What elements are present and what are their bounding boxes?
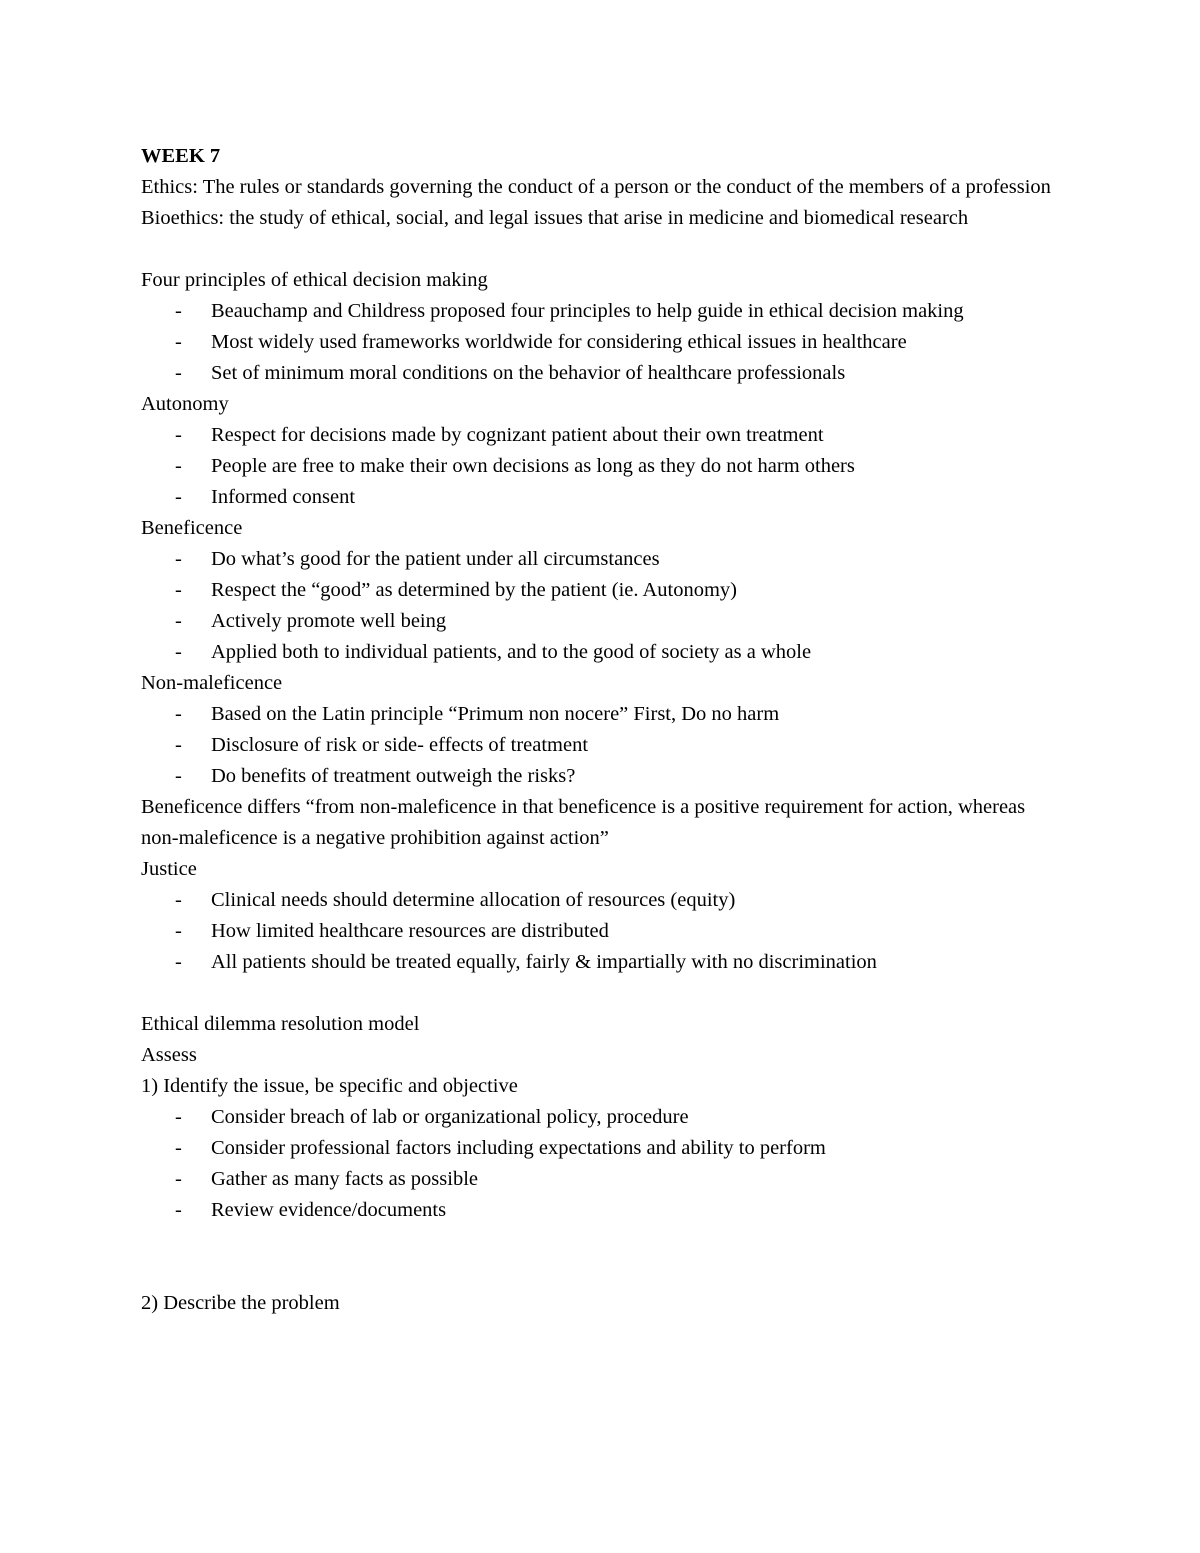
list-item: - People are free to make their own decisions as long as they do not harm others — [141, 451, 1061, 482]
dash-bullet: - — [175, 1106, 182, 1128]
list-item: - Beauchamp and Childress proposed four principles to help guide in ethical decision making — [141, 296, 1061, 327]
step-1-list — [141, 1102, 1061, 1226]
list-item: - Based on the Latin principle “Primum non nocere” First, Do no harm — [141, 699, 1061, 730]
list-item: - Informed consent — [141, 482, 1061, 513]
list-item: - Consider breach of lab or organizational policy, procedure — [141, 1102, 1061, 1133]
list-item: - Set of minimum moral conditions on the behavior of healthcare professionals — [141, 358, 1061, 389]
justice-list — [141, 885, 1061, 978]
dash-bullet: - — [175, 548, 182, 570]
dash-bullet: - — [175, 579, 182, 601]
dash-bullet: - — [175, 1199, 182, 1221]
dash-bullet: - — [175, 1137, 182, 1159]
dash-bullet: - — [175, 1168, 182, 1190]
spacer — [141, 234, 1061, 265]
bioethics-definition: Bioethics: the study of ethical, social, and legal issues that arise in medicine and biomedical research — [141, 207, 969, 229]
list-item: - Applied both to individual patients, and to the good of society as a whole — [141, 637, 1061, 668]
list-item: - All patients should be treated equally, fairly & impartially with no discrimination — [141, 947, 1061, 978]
list-item: - Do what’s good for the patient under all circumstances — [141, 544, 1061, 575]
page-title: WEEK 7 — [141, 145, 221, 167]
non-maleficence-heading: Non-maleficence — [141, 672, 283, 694]
dash-bullet: - — [175, 486, 182, 508]
spacer — [141, 978, 1061, 1009]
list-item: - Consider professional factors including expectations and ability to perform — [141, 1133, 1061, 1164]
beneficence-comparison: Beneficence differs “from non-maleficence in that beneficence is a positive requirement for action, whereas non-maleficence is a negative prohibition against action” — [141, 796, 1026, 849]
four-principles-heading: Four principles of ethical decision making — [141, 269, 488, 291]
dash-bullet: - — [175, 889, 182, 911]
list-item: - Actively promote well being — [141, 606, 1061, 637]
list-item: - Do benefits of treatment outweigh the risks? — [141, 761, 1061, 792]
dash-bullet: - — [175, 765, 182, 787]
spacer — [141, 1226, 1061, 1288]
dash-bullet: - — [175, 610, 182, 632]
dash-bullet: - — [175, 703, 182, 725]
ethics-definition: Ethics: The rules or standards governing the conduct of a person or the conduct of the members of a profession — [141, 176, 1051, 198]
list-item: - Clinical needs should determine allocation of resources (equity) — [141, 885, 1061, 916]
list-item: - Respect for decisions made by cognizant patient about their own treatment — [141, 420, 1061, 451]
justice-heading: Justice — [141, 858, 197, 880]
dash-bullet: - — [175, 362, 182, 384]
dash-bullet: - — [175, 951, 182, 973]
dash-bullet: - — [175, 734, 182, 756]
list-item: - Respect the “good” as determined by the patient (ie. Autonomy) — [141, 575, 1061, 606]
non-maleficence-list — [141, 699, 1061, 792]
dash-bullet: - — [175, 641, 182, 663]
beneficence-heading: Beneficence — [141, 517, 243, 539]
assess-heading: Assess — [141, 1044, 197, 1066]
autonomy-heading: Autonomy — [141, 393, 229, 415]
list-item: - Disclosure of risk or side- effects of treatment — [141, 730, 1061, 761]
dash-bullet: - — [175, 300, 182, 322]
list-item: - Review evidence/documents — [141, 1195, 1061, 1226]
step-1: 1) Identify the issue, be specific and objective — [141, 1075, 518, 1097]
dash-bullet: - — [175, 331, 182, 353]
dilemma-model-heading: Ethical dilemma resolution model — [141, 1013, 420, 1035]
beneficence-list — [141, 544, 1061, 668]
autonomy-list — [141, 420, 1061, 513]
list-item: - Most widely used frameworks worldwide for considering ethical issues in healthcare — [141, 327, 1061, 358]
list-item: - How limited healthcare resources are distributed — [141, 916, 1061, 947]
dash-bullet: - — [175, 920, 182, 942]
list-item: - Gather as many facts as possible — [141, 1164, 1061, 1195]
document-page — [141, 141, 1061, 1319]
dash-bullet: - — [175, 455, 182, 477]
dash-bullet: - — [175, 424, 182, 446]
step-2: 2) Describe the problem — [141, 1292, 340, 1314]
four-principles-list — [141, 296, 1061, 389]
